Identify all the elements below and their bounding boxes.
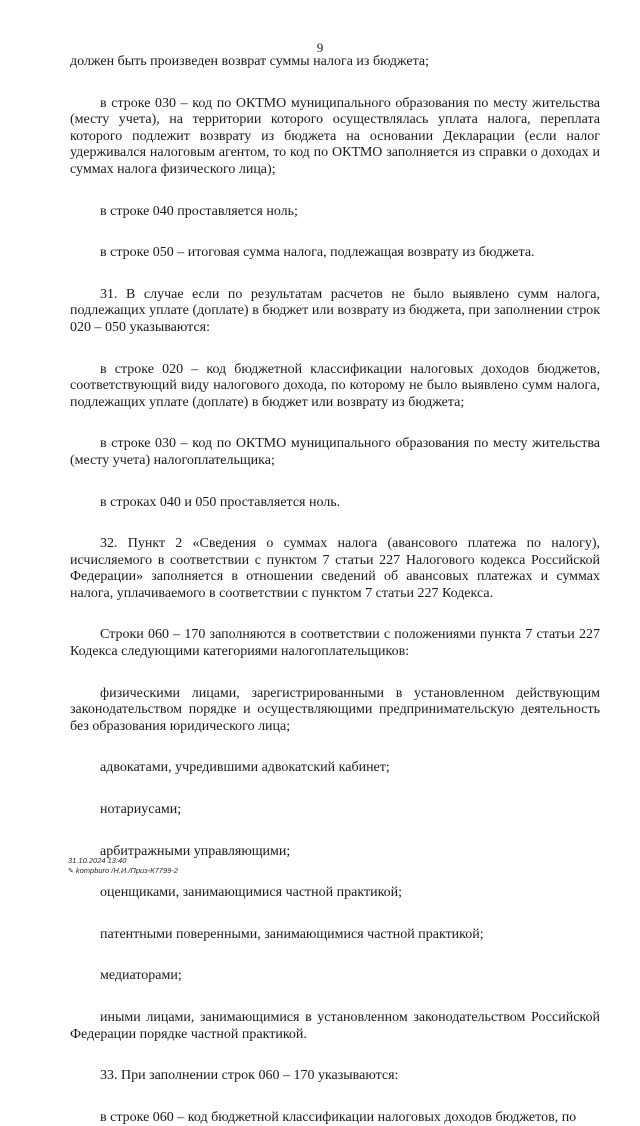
paragraph-19: 33. При заполнении строк 060 – 170 указываются: [100,1068,399,1084]
paragraph-20: в строке 060 – код бюджетной классификации налоговых доходов бюджетов, по [100,1109,577,1125]
page-number: 9 [316,40,324,55]
paragraph-18: иными лицами, занимающимися в установленном законодательством Российской Федерации порядке частной практикой. [70,1010,600,1042]
paragraph-3: в строке 040 проставляется ноль; [100,203,298,219]
footer-date: 31.10.2024 13:40 [68,856,127,865]
footer-author-line [68,866,178,877]
edit-icon: ✎ [68,868,74,875]
paragraph-8: в строках 040 и 050 проставляется ноль. [100,494,341,510]
paragraph-10: Строки 060 – 170 заполняются в соответствии с положениями пункта 7 статьи 227 Кодекса следующими категориями налогоплательщиков: [70,627,600,660]
paragraph-2: в строке 030 – код по ОКТМО муниципального образования по месту жительства (месту учета), на территории которого осуществлялась уплата налога, переплата которого подлежит возврату из бюджета на основании Декларации (если налог удерживался налоговым агентом, то код по ОКТМО заполняется из справки о доходах и суммах налога физического лица); [70,95,600,177]
paragraph-16: патентными поверенными, занимающимися частной практикой; [100,926,484,942]
paragraph-6: в строке 020 – код бюджетной классификации налоговых доходов бюджетов, соответствующий виду налогового дохода, по которому не было выявлено сумм налога, подлежащих уплате (доплате) в бюджет или возврату из бюджета; [70,361,600,410]
paragraph-12: адвокатами, учредившими адвокатский кабинет; [100,760,390,776]
paragraph-5: 31. В случае если по результатам расчетов не было выявлено сумм налога, подлежащих уплате (доплате) в бюджет или возврату из бюджета, при заполнении строк 020 – 050 указываются: [70,286,600,335]
paragraph-7: в строке 030 – код по ОКТМО муниципального образования по месту жительства (месту учета) налогоплательщика; [70,436,600,468]
paragraph-17: медиаторами; [100,968,182,984]
paragraph-15: оценщиками, занимающимися частной практикой; [100,885,403,901]
paragraph-11: физическими лицами, зарегистрированными в установленном действующим законодательством порядке и осуществляющими предпринимательскую деятельность без образования юридического лица; [70,685,600,734]
document-body [70,54,600,1126]
footer-author: kompburo /Н.И./Приз-К7799-2 [75,866,178,875]
paragraph-13: нотариусами; [100,802,182,818]
page-footer [68,856,178,877]
paragraph-4: в строке 050 – итоговая сумма налога, подлежащая возврату из бюджета. [100,245,535,261]
paragraph-1: должен быть произведен возврат суммы налога из бюджета; [70,54,430,69]
paragraph-9: 32. Пункт 2 «Сведения о суммах налога (авансового платежа по налогу), исчисляемого в соответствии с пунктом 7 статьи 227 Налогового кодекса Российской Федерации» заполняется в отношении сведений об авансовых платежах и суммах налога, уплачиваемого в соответствии с пунктом 7 статьи 227 Кодекса. [70,536,600,601]
paragraph-14: арбитражными управляющими; [100,843,291,859]
